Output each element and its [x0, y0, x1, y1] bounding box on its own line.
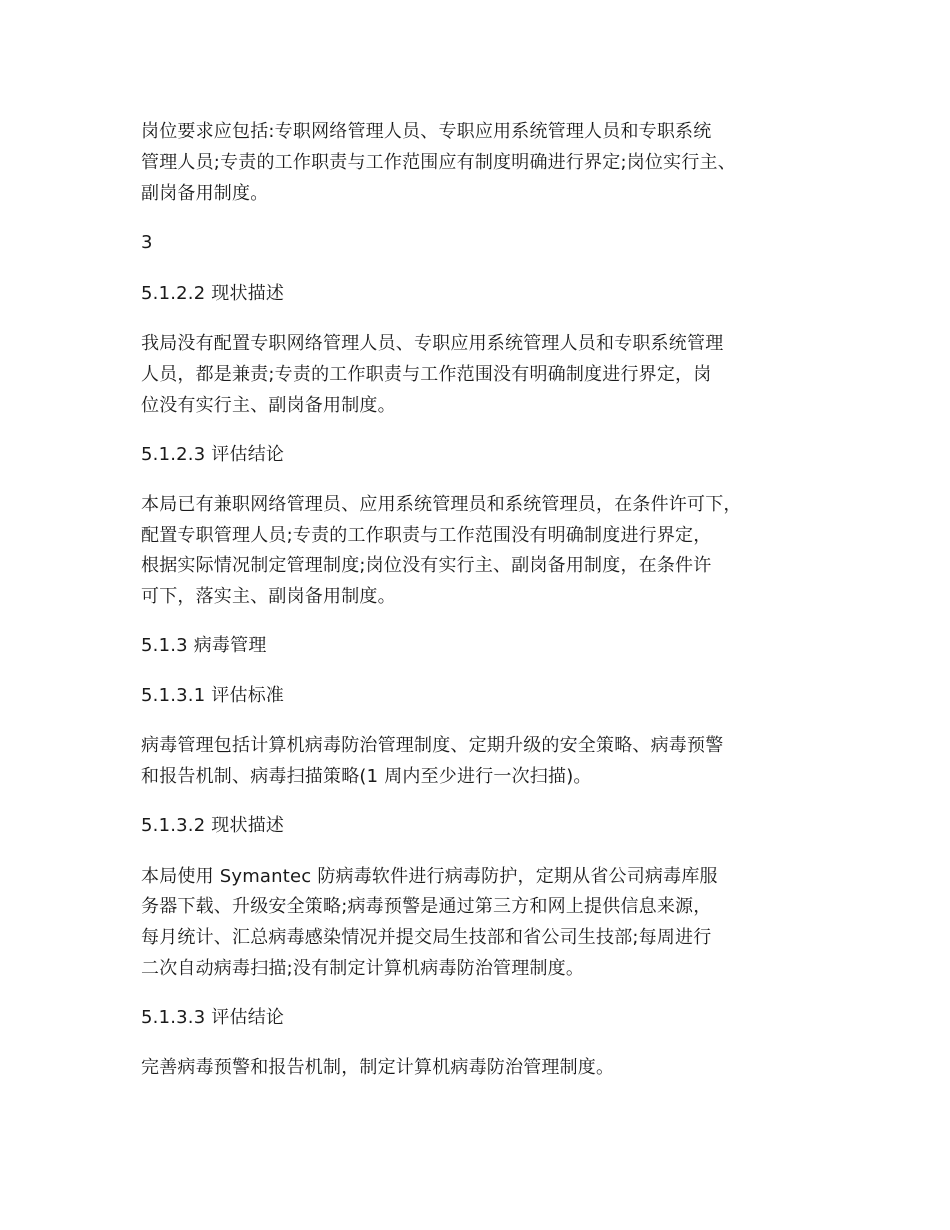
heading-5-1-3-3: 5.1.3.3 评估结论 [141, 1007, 285, 1028]
status-5-1-2-2-line-3: 位没有实行主、副岗备用制度。 [141, 395, 396, 416]
status-5-1-3-2-line-1: 本局使用 Symantec 防病毒软件进行病毒防护，定期从省公司病毒库服 [141, 866, 718, 887]
status-5-1-3-2-line-4: 二次自动病毒扫描;没有制定计算机病毒防治管理制度。 [141, 958, 585, 979]
conclusion-5-1-2-3-line-1: 本局已有兼职网络管理员、应用系统管理员和系统管理员，在条件许可下， [141, 494, 742, 515]
page-number: 3 [141, 232, 153, 253]
heading-5-1-3-1: 5.1.3.1 评估标准 [141, 685, 285, 706]
heading-5-1-2-2: 5.1.2.2 现状描述 [141, 283, 285, 304]
heading-5-1-2-3: 5.1.2.3 评估结论 [141, 444, 285, 465]
heading-5-1-3-2: 5.1.3.2 现状描述 [141, 815, 285, 836]
status-5-1-2-2-line-2: 人员，都是兼责;专责的工作职责与工作范围没有明确制度进行界定，岗 [141, 364, 712, 385]
status-5-1-3-2-line-2: 务器下载、升级安全策略;病毒预警是通过第三方和网上提供信息来源， [141, 896, 712, 917]
standard-5-1-3-1-line-2: 和报告机制、病毒扫描策略(1 周内至少进行一次扫描)。 [141, 766, 592, 787]
conclusion-5-1-2-3-line-2: 配置专职管理人员;专责的工作职责与工作范围没有明确制度进行界定， [141, 525, 712, 546]
conclusion-5-1-2-3-line-3: 根据实际情况制定管理制度;岗位没有实行主、副岗备用制度，在条件许 [141, 555, 712, 576]
conclusion-5-1-2-3-line-4: 可下，落实主、副岗备用制度。 [141, 586, 396, 607]
heading-5-1-3: 5.1.3 病毒管理 [141, 635, 267, 656]
standard-5-1-3-1-line-1: 病毒管理包括计算机病毒防治管理制度、定期升级的安全策略、病毒预警 [141, 735, 724, 756]
conclusion-5-1-3-3-line-1: 完善病毒预警和报告机制，制定计算机病毒防治管理制度。 [141, 1057, 615, 1078]
intro-line-1: 岗位要求应包括:专职网络管理人员、专职应用系统管理人员和专职系统 [141, 121, 712, 142]
status-5-1-3-2-line-3: 每月统计、汇总病毒感染情况并提交局生技部和省公司生技部;每周进行 [141, 927, 712, 948]
intro-line-2: 管理人员;专责的工作职责与工作范围应有制度明确进行界定;岗位实行主、 [141, 152, 736, 173]
status-5-1-2-2-line-1: 我局没有配置专职网络管理人员、专职应用系统管理人员和专职系统管理 [141, 333, 724, 354]
intro-line-3: 副岗备用制度。 [141, 183, 269, 204]
